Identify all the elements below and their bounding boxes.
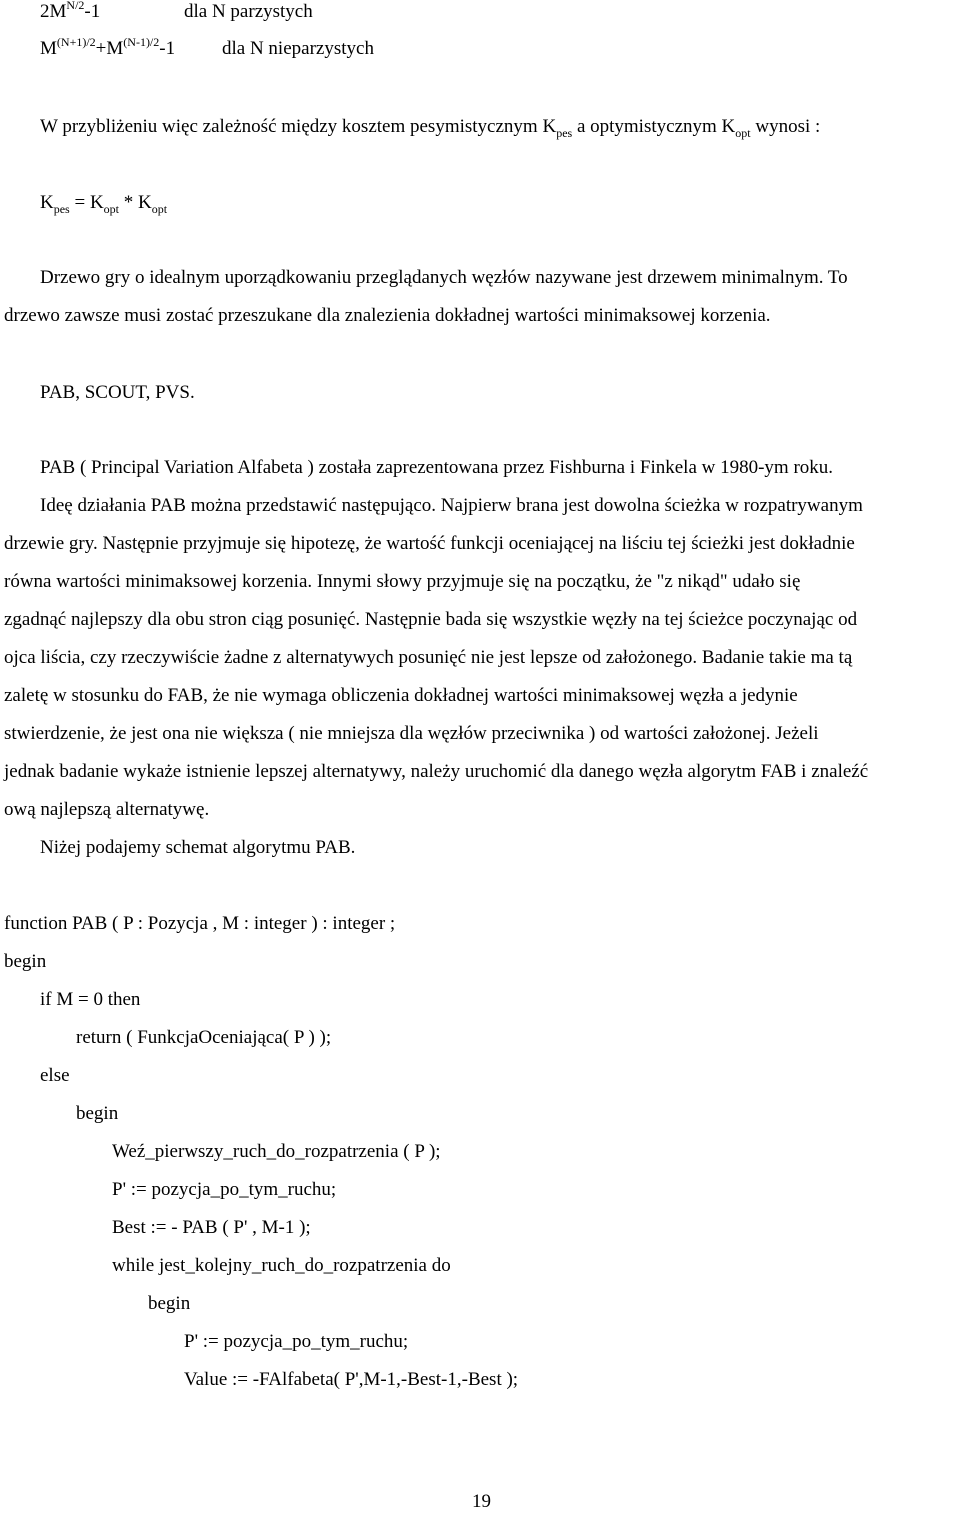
k-formula-k1: K: [40, 192, 54, 213]
code-line: begin: [148, 1293, 191, 1314]
k-formula-mul: * K: [119, 192, 152, 213]
k-formula: [40, 191, 167, 215]
minimal-tree-line-1: Drzewo gry o idealnym uporządkowaniu przeglądanych węzłów nazywane jest drzewem minimalnym. To: [40, 267, 848, 288]
k-formula-sub-opt1: opt: [103, 202, 120, 216]
pab-paragraph-line: stwierdzenie, że jest ona nie większa ( nie mniejsza dla węzłów przeciwnika ) od wartości założonej. Jeżeli: [4, 723, 819, 744]
code-line: if M = 0 then: [40, 989, 141, 1010]
approx-sub-opt: opt: [735, 126, 751, 140]
code-line: begin: [76, 1103, 119, 1124]
code-line: function PAB ( P : Pozycja , M : integer ) : integer ;: [4, 913, 396, 934]
formula-odd-label: dla N nieparzystych: [222, 38, 374, 59]
page-number: 19: [472, 1491, 491, 1512]
code-line: else: [40, 1065, 70, 1086]
code-line: P' := pozycja_po_tym_ruchu;: [112, 1179, 337, 1200]
code-line: Best := - PAB ( P' , M-1 );: [112, 1217, 311, 1238]
code-line: while jest_kolejny_ruch_do_rozpatrzenia do: [112, 1255, 451, 1276]
formula-even-base: 2M: [40, 1, 67, 22]
algorithms-list: PAB, SCOUT, PVS.: [40, 382, 195, 403]
schema-intro: Niżej podajemy schemat algorytmu PAB.: [40, 837, 356, 858]
pab-paragraph-line: zgadnąć najlepszy dla obu stron ciąg posunięć. Następnie bada się wszystkie węzły na tej ścieżce poczynając od: [4, 609, 858, 630]
k-formula-sub-pes: pes: [53, 202, 70, 216]
formula-even-exponent: N/2: [66, 0, 85, 12]
pab-paragraph-line: Ideę działania PAB można przedstawić następująco. Najpierw brana jest dowolna ścieżka w rozpatrywanym: [40, 495, 863, 516]
formula-odd-plus: +M: [95, 38, 124, 59]
code-line: begin: [4, 951, 47, 972]
pab-paragraph-line: ojca liścia, czy rzeczywiście żadne z alternatywych posunięć nie jest lepsze od założonego. Badanie takie ma tą: [4, 647, 853, 668]
approx-sentence: [40, 115, 820, 139]
k-formula-sub-opt2: opt: [151, 202, 168, 216]
pab-paragraph-line: drzewie gry. Następnie przyjmuje się hipotezę, że wartość funkcji oceniającej na liściu tej ścieżki jest dokładnie: [4, 533, 855, 554]
k-formula-eq: = K: [69, 192, 104, 213]
formula-odd-exp2: (N-1)/2: [123, 35, 160, 49]
formula-odd-m: M: [40, 38, 57, 59]
formula-even-tail: -1: [84, 1, 101, 22]
pab-paragraph-line: ową najlepszą alternatywę.: [4, 799, 210, 820]
code-line: return ( FunkcjaOceniająca( P ) );: [76, 1027, 332, 1048]
pab-intro: PAB ( Principal Variation Alfabeta ) została zaprezentowana przez Fishburna i Finkela w 1980-ym roku.: [40, 457, 834, 478]
approx-sub-pes: pes: [556, 126, 573, 140]
approx-after: wynosi :: [750, 116, 821, 137]
formula-even-label: dla N parzystych: [184, 1, 313, 22]
pab-paragraph-line: jednak badanie wykaże istnienie lepszej alternatywy, należy uruchomić dla danego węzła algorytm FAB i znaleźć: [4, 761, 869, 782]
formula-odd-tail: -1: [159, 38, 176, 59]
code-line: Value := -FAlfabeta( P',M-1,-Best-1,-Best );: [184, 1369, 519, 1390]
pab-paragraph-line: zaletę w stosunku do FAB, że nie wymaga obliczenia dokładnej wartości minimaksowej węzła a jedynie: [4, 685, 798, 706]
pab-paragraph-line: równa wartości minimaksowej korzenia. Innymi słowy przyjmuje się na początku, że "z nikąd" udało się: [4, 571, 801, 592]
approx-before: W przybliżeniu więc zależność między kosztem pesymistycznym K: [40, 116, 557, 137]
code-line: Weź_pierwszy_ruch_do_rozpatrzenia ( P );: [112, 1141, 441, 1162]
formula-even: [40, 0, 100, 24]
minimal-tree-line-2: drzewo zawsze musi zostać przeszukane dla znalezienia dokładnej wartości minimaksowej korzenia.: [4, 305, 771, 326]
formula-odd-exp1: (N+1)/2: [56, 35, 96, 49]
code-line: P' := pozycja_po_tym_ruchu;: [184, 1331, 409, 1352]
formula-odd: [40, 37, 175, 61]
approx-middle: a optymistycznym K: [572, 116, 736, 137]
